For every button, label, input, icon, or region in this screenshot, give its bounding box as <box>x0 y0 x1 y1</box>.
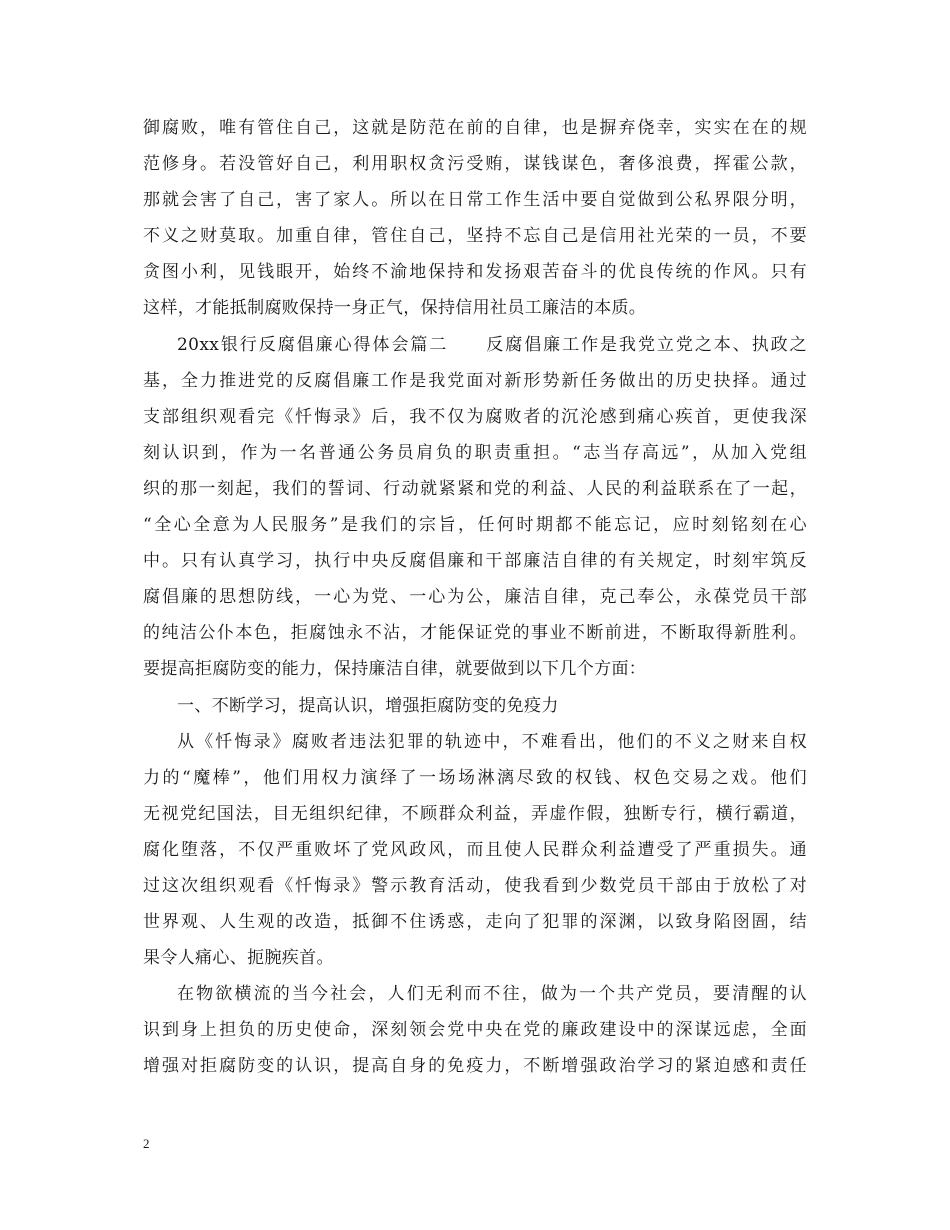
text-line: 果令人痛心、扼腕疾首。 <box>143 948 334 969</box>
text-line: 过这次组织观看《忏悔录》警示教育活动，使我看到少数党员干部由于放松了对 <box>143 875 807 896</box>
text-line: 那就会害了自己，害了家人。所以在日常工作生活中要自觉做到公私界限分明， <box>143 190 807 211</box>
text-line: “全心全意为人民服务”是我们的宗旨，任何时期都不能忘记，应时刻铭刻在心 <box>143 515 807 536</box>
text-line: 贪图小利，见钱眼开，始终不渝地保持和发扬艰苦奋斗的优良传统的作风。只有 <box>143 262 807 283</box>
text-line: 腐倡廉的思想防线，一心为党、一心为公，廉洁自律，克己奉公，永葆党员干部 <box>143 587 807 608</box>
text-line: 的纯洁公仆本色，拒腐蚀永不沾，才能保证党的事业不断前进，不断取得新胜利。 <box>143 623 807 644</box>
text-line: 基，全力推进党的反腐倡廉工作是我党面对新形势新任务做出的历史抉择。通过 <box>143 370 807 391</box>
text-line: 识到身上担负的历史使命，深刻领会党中央在党的廉政建设中的深谋远虑，全面 <box>143 1020 807 1041</box>
text-line: 一、不断学习，提高认识，增强拒腐防变的免疫力 <box>177 695 559 716</box>
text-line: 织的那一刻起，我们的誓词、行动就紧紧和党的利益、人民的利益联系在了一起， <box>143 478 807 499</box>
text-line: 腐化堕落，不仅严重败坏了党风政风，而且使人民群众利益遭受了严重损失。通 <box>143 839 807 860</box>
page-number: 2 <box>143 1136 150 1151</box>
text-line: 增强对拒腐防变的认识，提高自身的免疫力，不断增强政治学习的紧迫感和责任 <box>143 1056 807 1077</box>
text-line: 无视党纪国法，目无组织纪律，不顾群众利益，弄虚作假，独断专行，横行霸道， <box>143 803 807 824</box>
text-line: 力的“魔棒”，他们用权力演绎了一场场淋漓尽致的权钱、权色交易之戏。他们 <box>143 767 807 788</box>
text-line: 20xx银行反腐倡廉心得体会篇二 反腐倡廉工作是我党立党之本、执政之 <box>177 334 807 355</box>
text-line: 刻认识到，作为一名普通公务员肩负的职责重担。“志当存高远”，从加入党组 <box>143 442 807 463</box>
text-line: 在物欲横流的当今社会，人们无利而不往，做为一个共产党员，要清醒的认 <box>177 984 807 1005</box>
text-line: 不义之财莫取。加重自律，管住自己，坚持不忘自己是信用社光荣的一员，不要 <box>143 226 807 247</box>
text-line: 御腐败，唯有管住自己，这就是防范在前的自律，也是摒弃侥幸，实实在在的规 <box>143 118 807 138</box>
text-line: 世界观、人生观的改造，抵御不住诱惑，走向了犯罪的深渊，以致身陷囹圄，结 <box>143 912 807 933</box>
text-line: 从《忏悔录》腐败者违法犯罪的轨迹中，不难看出，他们的不义之财来自权 <box>177 731 807 752</box>
text-line: 要提高拒腐防变的能力，保持廉洁自律，就要做到以下几个方面： <box>143 659 647 680</box>
text-line: 范修身。若没管好自己，利用职权贪污受贿，谋钱谋色，奢侈浪费，挥霍公款， <box>143 154 807 175</box>
body-text <box>143 110 807 1085</box>
text-line: 中。只有认真学习，执行中央反腐倡廉和干部廉洁自律的有关规定，时刻牢筑反 <box>143 551 807 572</box>
text-line: 支部组织观看完《忏悔录》后，我不仅为腐败者的沉沦感到痛心疾首，更使我深 <box>143 406 807 427</box>
text-line: 这样，才能抵制腐败保持一身正气，保持信用社员工廉洁的本质。 <box>143 298 647 319</box>
